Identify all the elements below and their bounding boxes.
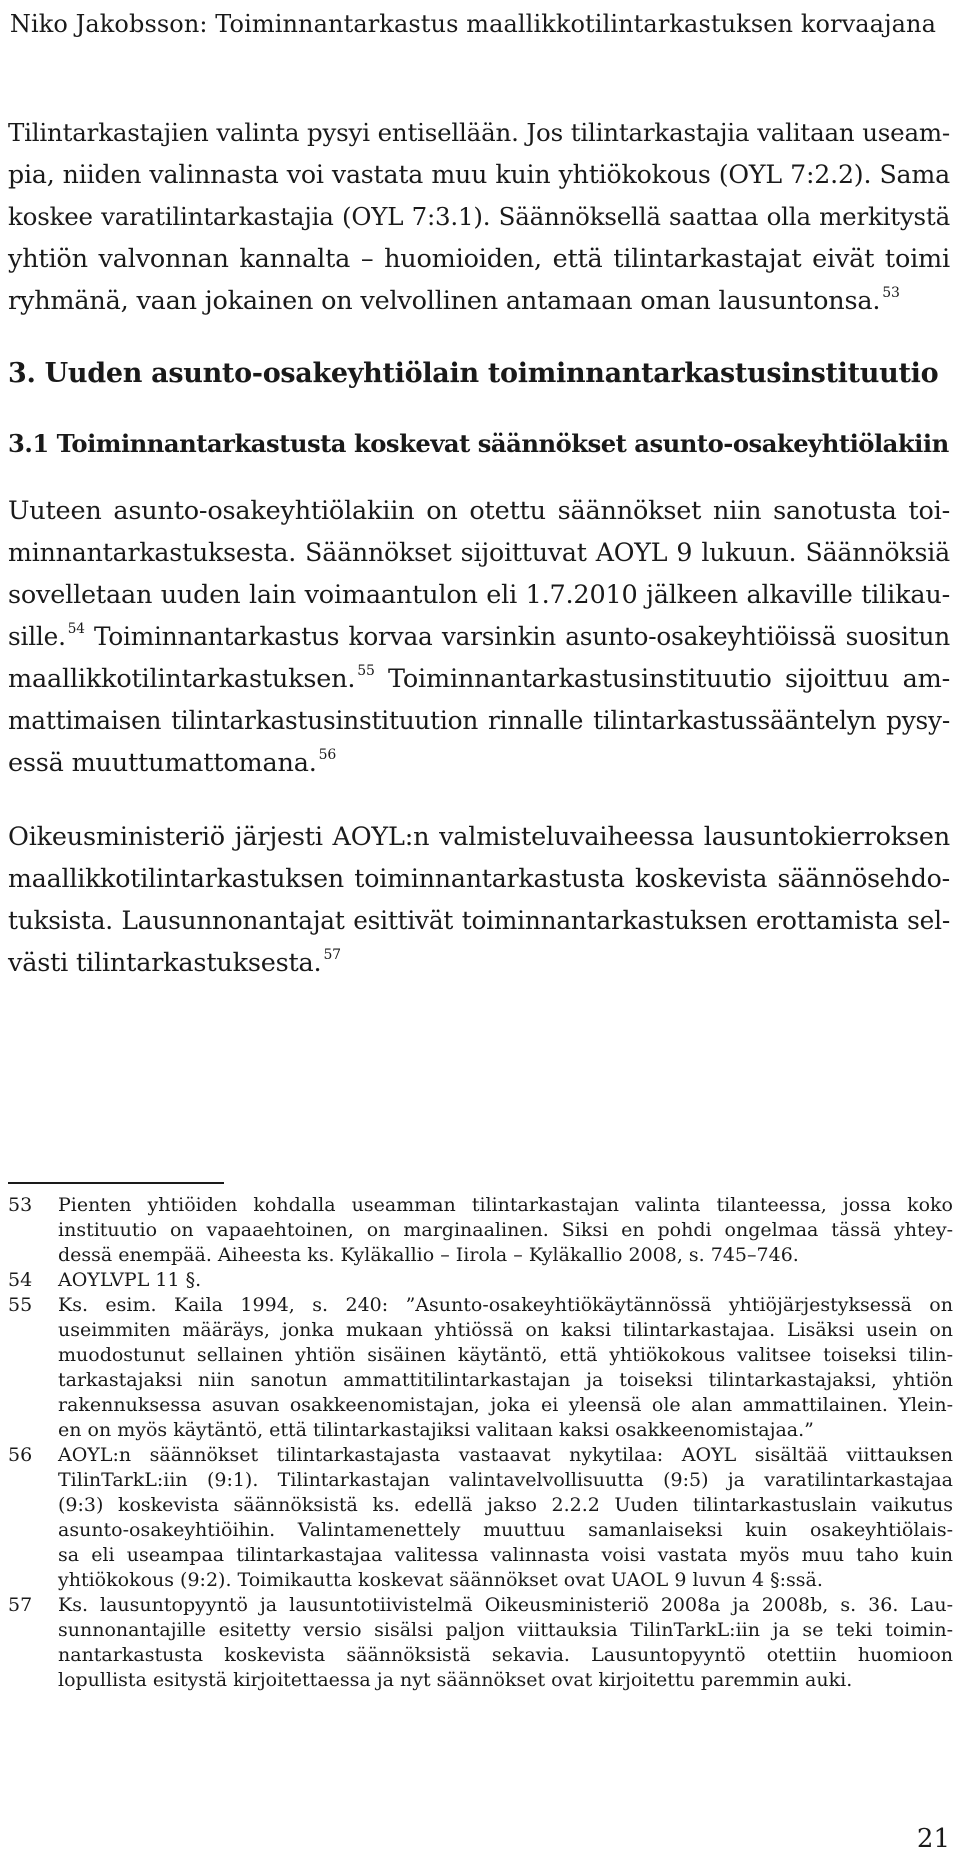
text-line: minnantarkastuksesta. Säännökset sijoittuvat AOYL 9 lukuun. Säännöksiä	[8, 538, 950, 567]
text-line: Oikeusministeriö järjesti AOYL:n valmisteluvaiheessa lausuntokierroksen	[8, 822, 950, 852]
text-run: sille.	[8, 622, 66, 651]
footnote-line: instituutio on vapaaehtoinen, on marginaalinen. Siksi en pohdi ongelmaa tässä yhtey-	[58, 1219, 953, 1241]
text-line: maallikkotilintarkastuksen toiminnantarkastusta koskevista säännösehdo-	[8, 864, 950, 893]
footnote-number: 57	[8, 1594, 33, 1616]
text-run: Toiminnantarkastusinstituutio sijoittuu am-	[374, 664, 950, 694]
footnote-ref[interactable]: 53	[882, 285, 900, 301]
footnote-line: dessä enempää. Aiheesta ks. Kyläkallio – Iirola – Kyläkallio 2008, s. 745–746.	[58, 1244, 799, 1266]
footnote-line: nantarkastusta koskevista säännöksistä sekavia. Lausuntopyyntö otettiin huomioon	[58, 1644, 953, 1666]
footnote-number: 54	[8, 1269, 33, 1291]
footnote-line: yhtiökokous (9:2). Toimikautta koskevat säännökset ovat UAOL 9 luvun 4 §:ssä.	[58, 1569, 823, 1591]
footnote	[8, 1268, 953, 1293]
footnote-line: AOYL:n säännökset tilintarkastajasta vastaavat nykytilaa: AOYL sisältää viittauksen	[58, 1444, 953, 1466]
text-line: sovelletaan uuden lain voimaantulon eli 1.7.2010 jälkeen alkaville tilikau-	[8, 580, 950, 610]
footnote-text	[58, 1293, 953, 1443]
text-line: mattimaisen tilintarkastusinstituution rinnalle tilintarkastussääntelyn pysy-	[8, 706, 950, 735]
text-line	[8, 616, 950, 658]
text-line	[8, 658, 950, 700]
footnote-line: en on myös käytäntö, että tilintarkastajiksi valitaan kaksi osakkeenomistajaa.”	[58, 1419, 814, 1441]
text-line: Uuteen asunto-osakeyhtiölakiin on otettu säännökset niin sanotusta toi-	[8, 496, 950, 526]
footnote-line: (9:3) koskevista säännöksistä ks. edellä jakso 2.2.2 Uuden tilintarkastuslain vaikutus	[58, 1494, 953, 1516]
footnote-number: 53	[8, 1194, 33, 1216]
footnote-ref[interactable]: 57	[323, 947, 341, 963]
footnote-text	[58, 1443, 953, 1593]
text-run: Toiminnantarkastus korvaa varsinkin asunto-osakeyhtiöissä suositun	[84, 622, 950, 651]
footnote-line: tarkastajaksi niin sanotun ammattitilintarkastajan ja toiseksi tilintarkastajaksi, yhtiön	[58, 1369, 953, 1391]
subsection-heading: 3.1 Toiminnantarkastusta koskevat säännökset asunto-osakeyhtiölakiin	[8, 429, 949, 458]
footnote-ref[interactable]: 56	[318, 747, 337, 763]
text-line: pia, niiden valinnasta voi vastata muu kuin yhtiökokous (OYL 7:2.2). Sama	[8, 160, 950, 189]
text-line	[8, 942, 950, 984]
footnote-line: sunnonantajille esitetty versio sisälsi paljon viittauksia TilinTarkL:iin ja se teki toimin-	[58, 1619, 953, 1641]
footnote-line: lopullista esitystä kirjoitettaessa ja nyt säännökset ovat kirjoitettu paremmin auki.	[58, 1669, 853, 1691]
text-line: Tilintarkastajien valinta pysyi entisellään. Jos tilintarkastajia valitaan useam-	[8, 118, 950, 147]
running-header: Niko Jakobsson: Toiminnantarkastus maallikkotilintarkastuksen korvaajana	[9, 10, 936, 38]
paragraph-3	[8, 816, 950, 984]
footnote-text	[58, 1193, 953, 1268]
footnote-line: TilinTarkL:iin (9:1). Tilintarkastajan valintavelvollisuutta (9:5) ja varatilintarkastajaa	[58, 1469, 953, 1491]
text-line: koskee varatilintarkastajia (OYL 7:3.1). Säännöksellä saattaa olla merkitystä	[8, 202, 950, 231]
text-run: ryhmänä, vaan jokainen on velvollinen antamaan oman lausuntonsa.	[8, 286, 881, 316]
text-run: västi tilintarkastuksesta.	[8, 948, 322, 978]
text-line	[8, 742, 950, 784]
text-run: essä muuttumattomana.	[8, 748, 317, 778]
text-line: tuksista. Lausunnonantajat esittivät toiminnantarkastuksen erottamista sel-	[8, 906, 950, 935]
footnote-line: Pienten yhtiöiden kohdalla useamman tilintarkastajan valinta tilanteessa, jossa koko	[58, 1194, 953, 1216]
footnote-line: sa eli useampaa tilintarkastajaa valitessa valinnasta voisi vastata myös muu taho kuin	[58, 1544, 953, 1566]
footnote-line: Ks. esim. Kaila 1994, s. 240: ”Asunto-osakeyhtiökäytännössä yhtiöjärjestyksessä on	[58, 1294, 953, 1316]
footnote-text	[58, 1268, 953, 1293]
section-heading: 3. Uuden asunto-osakeyhtiölain toiminnantarkastusinstituutio	[8, 358, 939, 389]
footnote	[8, 1443, 953, 1593]
footnote-line: asunto-osakeyhtiöihin. Valintamenettely muuttuu samanlaiseksi kuin osakeyhtiölais-	[58, 1519, 953, 1541]
footnote-ref[interactable]: 54	[67, 621, 85, 637]
footnote-divider	[8, 1182, 224, 1184]
text-line: yhtiön valvonnan kannalta – huomioiden, että tilintarkastajat eivät toimi	[8, 244, 950, 274]
footnotes	[8, 1193, 953, 1693]
paragraph-2	[8, 490, 950, 784]
footnote-ref[interactable]: 55	[357, 663, 375, 679]
text-run: maallikkotilintarkastuksen.	[8, 664, 356, 694]
footnote	[8, 1293, 953, 1443]
footnote-number: 56	[8, 1444, 33, 1466]
footnote-number: 55	[8, 1294, 33, 1316]
page-number: 21	[916, 1824, 950, 1854]
footnote-text	[58, 1593, 953, 1693]
footnote-line: AOYLVPL 11 §.	[58, 1269, 202, 1291]
main-text	[8, 112, 950, 984]
footnote	[8, 1193, 953, 1268]
paragraph-1	[8, 112, 950, 322]
footnote-line: rakennuksessa asuvan osakkeenomistajan, joka ei yleensä ole alan ammattilainen. Ylein-	[58, 1394, 953, 1416]
footnote	[8, 1593, 953, 1693]
footnote-line: muodostunut sellainen yhtiön sisäinen käytäntö, että yhtiökokous valitsee toiseksi tilin-	[58, 1344, 953, 1366]
footnote-line: Ks. lausuntopyyntö ja lausuntotiivistelmä Oikeusministeriö 2008a ja 2008b, s. 36. Lau-	[58, 1594, 953, 1616]
footnote-line: useimmiten määräys, jonka mukaan yhtiössä on kaksi tilintarkastajaa. Lisäksi usein on	[58, 1319, 953, 1341]
text-line	[8, 280, 950, 322]
